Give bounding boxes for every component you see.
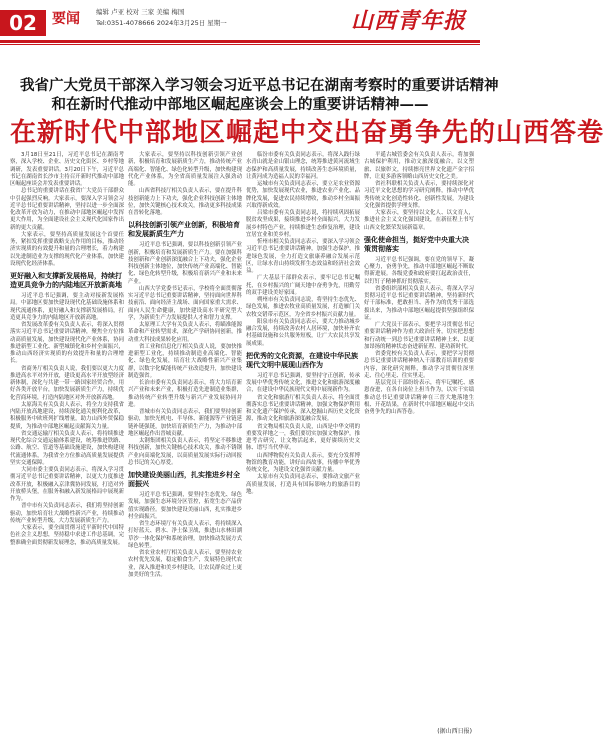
article-column-4	[364, 152, 474, 726]
paragraph: 省文化和旅游厅相关负责人表示，将全面贯彻落实总书记重要讲话精神，加强文物保护利用和文化遗产保护传承，深入挖掘山西历史文化资源，推动文化和旅游深度融合发展。	[246, 394, 360, 423]
page-number-badge: 02	[0, 10, 46, 36]
editor-credits: 编辑 卢亚 校对 三家 美编 梅国	[96, 8, 185, 16]
paragraph: 省农业农村厅相关负责人表示，要坚持农业农村优先发展，稳定粮食生产，发展特色现代农业，深入推进和美乡村建设，让农民群众过上更加美好的生活。	[128, 550, 242, 578]
article-column-2	[128, 152, 242, 734]
paragraph: 省委党校有关负责人表示，要把学习贯彻总书记重要讲话精神纳入干部教育培训的重要内容，深化研究阐释，推动学习贯彻往深里走、往心里走、往实里走。	[364, 351, 474, 379]
paragraph: 习近平总书记强调，要坚持生态优先、绿色发展，加强生态环境分区管控，拓宽生态产品价值实现路径。要加快建设美丽山西，扎实推进乡村全面振兴。	[128, 492, 242, 520]
masthead-thin-rule	[0, 44, 480, 45]
paragraph: 山西省科技厅相关负责人表示，要在提升科技创新能力上下功夫，强化企业科技创新主体地位，加快关键核心技术攻关，推动更多科技成果在晋转化落地。	[128, 188, 242, 216]
paragraph: 大家表示，要全面贯彻习近平新时代中国特色社会主义思想，坚持稳中求进工作总基调，完整准确全面贯彻新发展理念，推动高质量发展。	[10, 525, 124, 546]
paragraph: 3月18日至21日，习近平总书记在湖南考察，深入学校、企业、历史文化街区、乡村等地调研，发表重要讲话。3月20日下午，习近平总书记在湖南省长沙市主持召开新时代推动中部地区崛起座谈会并发表重要讲话。	[10, 152, 124, 187]
paragraph: 太原海关有关负责人表示，将全力支持我省内陆开放高地建设，持续深化通关便利化改革，积极服务中欧班列扩线增量，助力山西外贸保稳提质，为推动中部地区崛起贡献海关力量。	[10, 401, 124, 430]
paragraph: 习近平总书记强调，要以科技创新引领产业创新，积极培育和发展新质生产力。要在加强科技创新和产业创新深度融合上下功夫，强化企业科技创新主体地位，加快传统产业高端化、智能化、绿色化转型升级，积极培育新兴产业和未来产业。	[128, 242, 242, 285]
kicker-line-2: 和在新时代推动中部地区崛起座谈会上的重要讲话精神——	[51, 96, 429, 113]
paragraph: 太原市有关负责同志表示，要推动文旅产业高质量发展，打造具有国际影响力的旅游目的地。	[246, 474, 360, 495]
paragraph: 吕梁市委有关负责同志说，将持续巩固拓展脱贫攻坚成果，接续推进乡村全面振兴，大力发展乡村特色产业，持续推进生态修复治理，建设宜居宜业和美乡村。	[246, 210, 360, 238]
paragraph: 广大基层干部群众表示，要牢记总书记嘱托，在乡村振兴的广阔天地中奋勇争先，用勤劳的双手建设美好家园。	[246, 275, 360, 296]
section-name: 要闻	[52, 11, 80, 27]
paragraph: 习近平总书记强调，要主动对接新发展格局。中部地区要加快建设现代化基础设施体系和现代流通体系，更好融入和支撑新发展格局，打造更具竞争力的内陆地区开放新高地。	[10, 293, 124, 321]
paragraph: 大家表示，要坚持以文化人、以文育人，推进社会主义文化强国建设，在新征程上书写山西文化繁荣发展新篇章。	[364, 210, 474, 231]
paragraph: 大同市委主要负责同志表示，将深入学习贯彻习近平总书记重要讲话精神，以更大力度推进改革开放，积极融入京津冀协同发展，打造对外开放桥头堡，在服务和融入新发展格局中展现新作为。	[10, 467, 124, 502]
paragraph: 山西博物院有关负责人表示，要充分发挥博物馆的教育功能，讲好山西故事，传播中华优秀传统文化，为建设文化强省贡献力量。	[246, 452, 360, 473]
paragraph: 朔州市有关负责同志说，将坚持生态优先、绿色发展，推进农牧业高质量发展，打造雁门关农牧交错带示范区，为全省乡村振兴贡献力量。	[246, 297, 360, 318]
paragraph: 省商务厅相关负责人说，我们要以更大力度推进高水平对外开放，建设更高水平开放型经济新体制，深化与共建一带一路国家经贸合作，用好各类开放平台，加快发展新质生产力，持续优化营商环境，打造内陆地区对外开放新高地。	[10, 365, 124, 401]
paragraph: 广大党员干部表示，要把学习贯彻总书记重要讲话精神作为重大政治任务，切实把思想和行动统一到总书记重要讲话精神上来，以更加昂扬的精神状态奋进新征程、建功新时代。	[364, 322, 474, 350]
paragraph: 太钢集团相关负责人表示，将坚定不移推进科技创新，加快关键核心技术攻关，推动不锈钢产业向高端化发展，以高质量发展实际行动回报总书记的关心厚爱。	[128, 438, 242, 466]
paragraph: 临汾市委有关负责同志表示，将深入践行绿水青山就是金山银山理念，统筹推进黄河流域生态保护和高质量发展，持续改善生态环境质量，让黄河成为造福人民的幸福河。	[246, 152, 360, 180]
subheading: 以科技创新引领产业创新，积极培育和发展新质生产力	[128, 221, 240, 239]
paragraph: 平遥古城管委会有关负责人表示，将加强古城保护利用，推动文旅深度融合，以文塑旅、以旅彰文，持续擦亮世界文化遗产金字招牌，让更多游客领略山西历史文化之美。	[364, 152, 474, 180]
paragraph: 省发展改革委有关负责人表示，将深入贯彻落实习近平总书记重要讲话精神，聚焦全方位推动高质量发展，加快建设现代化产业体系，协同推进新型工业化、新型城镇化和乡村全面振兴，推动山西经济实现质的有效提升和量的合理增长。	[10, 322, 124, 365]
paragraph: 太原理工大学有关负责人表示，将瞄准能源革命和产业转型需求，深化产学研协同创新，推动重大科技成果转化应用。	[128, 322, 242, 343]
subheading: 强化使命担当，挺好党中央重大决策贯彻落实	[364, 235, 469, 253]
paragraph: 省工业和信息化厅相关负责人说，要加快推进新型工业化，持续推动制造业高端化、智能化、绿色化发展，培育壮大战略性新兴产业集群，以数字化赋能传统产业改造提升，加快建设制造强省。	[128, 343, 242, 379]
paragraph: 晋城市有关负责同志表示，我们要坚持创新驱动，加快光机电、半导体、新能源等产业链延链补链强链，加快培育新质生产力，为推动中部地区崛起作出晋城贡献。	[128, 409, 242, 437]
source-text: 据山西日报	[439, 728, 470, 735]
subheading: 把优秀的文化资源，在建设中华民族现代文明中展现山西作为	[246, 351, 358, 369]
paragraph: 阳泉市有关负责同志表示，要大力推动城乡融合发展，持续改善农村人居环境，加快补齐农村基础设施和公共服务短板，让广大农民共享发展成果。	[246, 318, 360, 347]
article-column-1	[10, 152, 124, 734]
subheading: 加快建设美丽山西，扎实推进乡村全面振兴	[128, 471, 240, 488]
paragraph: 长治市委有关负责同志表示，将大力培育新兴产业和未来产业，积极打造先进制造业集群，推动传统产业转型升级与新兴产业发展协同并进。	[128, 380, 242, 408]
masthead	[0, 0, 480, 46]
paragraph: 习近平总书记强调，要坚持守正创新，传承发展中华优秀传统文化，推进文化和旅游深度融合，在建设中华民族现代文明中展现新作为。	[246, 372, 360, 394]
paragraph: 总书记的重要讲话在我省广大党员干部群众中引起强烈反响。大家表示，要深入学习领会习近平总书记重要讲话精神，坚持以进一步全面深化改革开放为动力，在推动中部地区崛起中发挥更大作用，为全面建设社会主义现代化国家作出新的更大贡献。	[10, 188, 124, 231]
paragraph: 晋中市有关负责同志表示，我们将坚持创新驱动，加快培育壮大战略性新兴产业，持续推动传统产业转型升级，大力发展新质生产力。	[10, 503, 124, 524]
newspaper-brand-logo: 山西青年报	[350, 8, 466, 34]
source-signature: (据山西日报)	[437, 728, 472, 735]
masthead-rule	[0, 40, 480, 43]
paragraph: 大家表示，要坚持以科技创新引领产业创新，积极培育和发展新质生产力，推动传统产业高端化、智能化、绿色化转型升级，加快构建现代化产业体系，为全省高质量发展注入强劲动能。	[128, 152, 242, 187]
paragraph: 山西大学党委书记表示，学校将全面贯彻落实习近平总书记重要讲话精神，坚持面向世界科技前沿、面向经济主战场、面向国家重大需求、面向人民生命健康，加快建设高水平研究型大学，为新质生产力发展提供人才和智力支撑。	[128, 285, 242, 321]
kicker-line-1: 我省广大党员干部深入学习领会习近平总书记在湖南考察时的重要讲话精神	[20, 77, 499, 94]
paragraph: 省文物局相关负责人说，山西是中华文明的重要发祥地之一，我们要切实加强文物保护，推进考古研究，让文物活起来，更好赓续历史文脉、谱写当代华章。	[246, 423, 360, 452]
main-headline: 在新时代中部地区崛起中交出奋勇争先的山西答卷	[10, 118, 604, 148]
paragraph: 大家表示，要坚持高质量发展这个首要任务，紧扣发挥重要战略支点作用的目标，推动经济实现质的有效提升和量的合理增长，着力构建以先进制造业为支撑的现代化产业体系，加快建设现代化经济体系。	[10, 231, 124, 267]
contact-date-line: Tel:0351-4078666 2024年3月25日 星期一	[96, 19, 227, 27]
paragraph: 省交通运输厅相关负责人表示，将持续推进现代化综合交通运输体系建设，统筹推进铁路、公路、航空、管道等基础设施建设，加快构建现代流通体系，为我省全方位推动高质量发展提供坚实交通保障。	[10, 430, 124, 466]
paragraph: 忻州市相关负责同志表示，要深入学习领会习近平总书记重要讲话精神，加强生态保护，推进绿色发展，全力打造文旅康养融合发展示范区，让绿水青山持续发挥生态效益和经济社会效益。	[246, 239, 360, 274]
paragraph: 省委组织部相关负责人表示，将深入学习贯彻习近平总书记重要讲话精神，坚持新时代好干部标准，把敢担当、善作为的优秀干部选拔出来，为推动中部地区崛起提供坚强组织保证。	[364, 285, 474, 321]
paragraph: 习近平总书记强调，要在党的领导下，凝心聚力，奋勇争先，推动中部地区崛起不断取得新进展。各级党委和政府要扛起政治责任，以钉钉子精神抓好贯彻落实。	[364, 256, 474, 285]
subheading: 更好融入和支撑新发展格局，持续打造更具竞争力的内陆地区开放新高地	[10, 272, 122, 289]
paragraph: 省生态环境厅有关负责人表示，将持续深入打好蓝天、碧水、净土保卫战，推进山水林田湖草沙一体化保护和系统治理，加快推动发展方式绿色转型。	[128, 521, 242, 549]
article-column-3	[246, 152, 360, 734]
paragraph: 省社科联相关负责人表示，要持续深化对习近平文化思想的学习研究阐释，推动中华优秀传统文化创造性转化、创新性发展，为建设文化强省提供学理支撑。	[364, 181, 474, 209]
paragraph: 基层党员干部纷纷表示，将牢记嘱托、感恩奋进，在各自岗位上担当作为，以实干实绩推动总书记重要讲话精神在三晋大地落地生根、开花结果，在新时代中部地区崛起中交出奋勇争先的山西答卷。	[364, 380, 474, 415]
paragraph: 运城市有关负责同志表示，要立足农业资源优势，加快发展现代农业，推进农业产业化、品牌化发展，促进农民持续增收，推动乡村全面振兴取得新成效。	[246, 181, 360, 209]
